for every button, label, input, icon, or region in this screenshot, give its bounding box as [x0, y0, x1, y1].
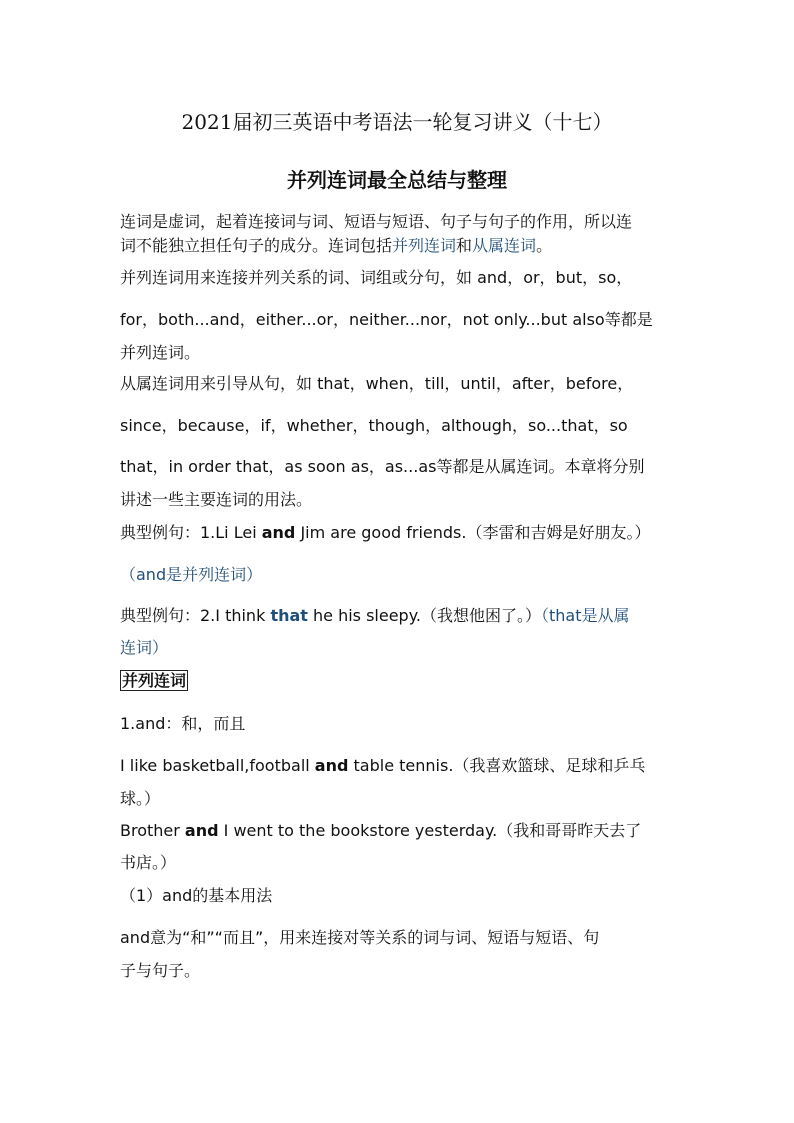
- sentence-text: I went to the bookstore yesterday.（我和哥哥昨天去了: [218, 821, 642, 840]
- example-2: [120, 606, 630, 626]
- intro-line-2: [120, 236, 552, 256]
- term-subordinating: 从属连词: [472, 236, 537, 255]
- example-text: 典型例句：1.Li Lei: [120, 523, 262, 542]
- item-1-heading: 1.and：和，而且: [120, 714, 246, 733]
- coord-line-1: 并列连词用来连接并列关系的词、词组或分句，如 and，or，but，so，: [120, 268, 633, 287]
- item-1-sentence-1-cont: 球。）: [120, 789, 161, 808]
- item-1-desc-1: and意为“和”“而且”，用来连接对等关系的词与词、短语与短语、句: [120, 928, 600, 947]
- item-1-subheading: （1）and的基本用法: [120, 886, 273, 905]
- example-keyword: and: [261, 523, 296, 542]
- sentence-text: I like basketball,football: [120, 756, 315, 775]
- document-title: 2021届初三英语中考语法一轮复习讲义（十七）: [181, 110, 613, 134]
- item-1-sentence-2: [120, 821, 641, 841]
- sentence-keyword: and: [314, 756, 349, 775]
- sub-line-2: since，because，if，whether，though，although，so...that，so: [120, 416, 628, 435]
- intro-text: 词不能独立担任句子的成分。连词包括: [120, 236, 393, 255]
- intro-text: 和: [456, 236, 473, 255]
- section-heading-label: 并列连词: [122, 671, 187, 690]
- example-text: 典型例句：2.I think: [120, 606, 271, 625]
- example-keyword: that: [270, 606, 308, 625]
- item-1-sentence-2-cont: 书店。）: [120, 853, 177, 872]
- intro-line-1: 连词是虚词，起着连接词与词、短语与短语、句子与句子的作用，所以连: [120, 212, 633, 231]
- sub-line-3: that，in order that，as soon as，as...as等都是从属连词。本章将分别: [120, 457, 645, 476]
- document-subtitle: 并列连词最全总结与整理: [287, 168, 507, 192]
- intro-text: 。: [536, 236, 553, 255]
- section-heading: [120, 671, 188, 691]
- sentence-text: table tennis.（我喜欢篮球、足球和乒乓: [348, 756, 646, 775]
- sentence-keyword: and: [184, 821, 219, 840]
- item-1-sentence-1: [120, 756, 645, 776]
- term-coordinating: 并列连词: [392, 236, 457, 255]
- example-note: （that是从属: [541, 606, 630, 625]
- coord-line-3: 并列连词。: [120, 343, 201, 362]
- example-2-note-cont: 连词）: [120, 638, 169, 657]
- sub-line-4: 讲述一些主要连词的用法。: [120, 490, 313, 509]
- coord-line-2: for，both...and，either...or，neither...nor，not only...but also等都是: [120, 310, 653, 329]
- sentence-text: Brother: [120, 821, 185, 840]
- item-1-desc-2: 子与句子。: [120, 961, 201, 980]
- example-1-note: （and是并列连词）: [120, 565, 263, 584]
- sub-line-1: 从属连词用来引导从句，如 that，when，till，until，after，before，: [120, 374, 634, 393]
- example-text: he his sleepy.（我想他困了。）: [307, 606, 541, 625]
- example-1: [120, 523, 650, 543]
- example-text: Jim are good friends.（李雷和吉姆是好朋友。）: [295, 523, 651, 542]
